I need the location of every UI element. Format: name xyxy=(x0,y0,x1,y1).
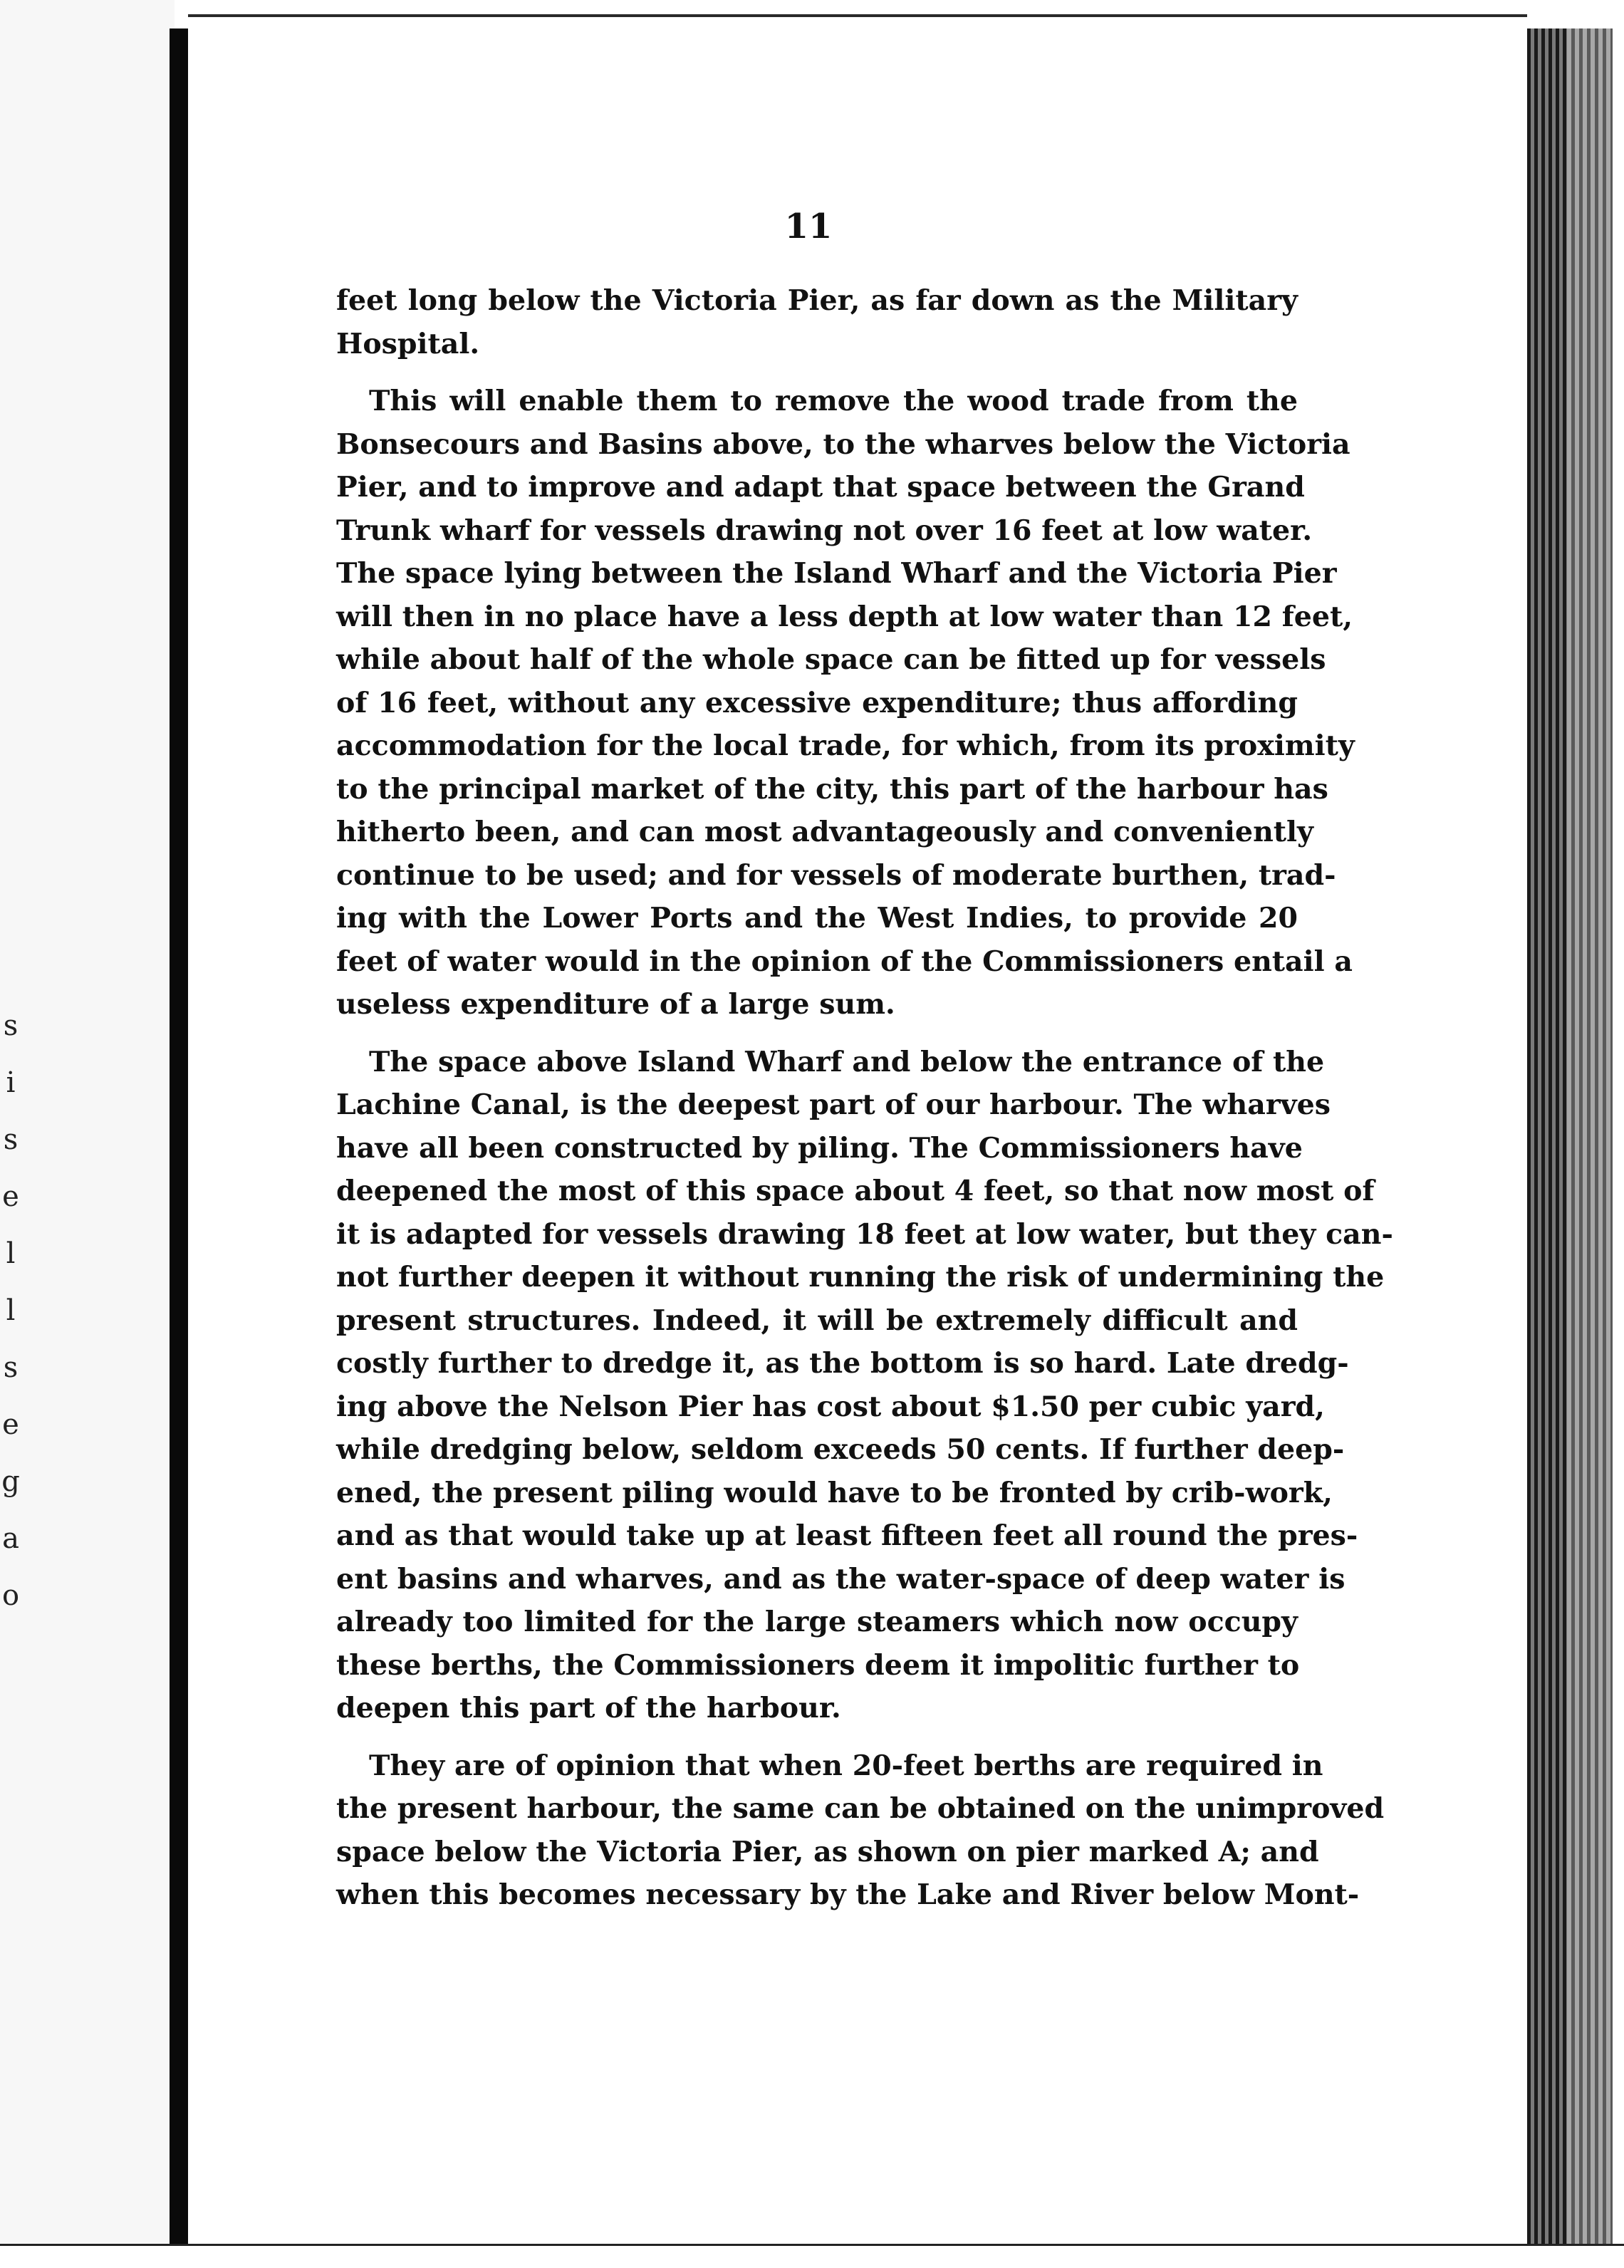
paragraph-gap xyxy=(336,1730,1298,1744)
text-line: accommodation for the local trade, for which, from its proximity xyxy=(336,729,1355,762)
text-line: space below the Victoria Pier, as shown on pier marked A; and xyxy=(336,1835,1319,1868)
page-number: 11 xyxy=(784,207,833,246)
fragment-letter: i xyxy=(6,1066,16,1099)
text-line: Pier, and to improve and adapt that space between the Grand xyxy=(336,471,1305,504)
text-line: the present harbour, the same can be obtained on the unimproved xyxy=(336,1792,1385,1825)
text-line: The space above Island Wharf and below the entrance of the xyxy=(369,1045,1325,1078)
text-line: Bonsecours and Basins above, to the wharves below the Victoria xyxy=(336,427,1350,461)
text-line: not further deepen it without running the risk of undermining the xyxy=(336,1261,1385,1294)
text-line: costly further to dredge it, as the bottom is so hard. Late dredg- xyxy=(336,1347,1349,1380)
fragment-letter: l xyxy=(6,1237,16,1270)
text-line: these berths, the Commissioners deem it impolitic further to xyxy=(336,1648,1300,1682)
text-line: present structures. Indeed, it will be extremely difficult and xyxy=(336,1304,1298,1337)
text-line: useless expenditure of a large sum. xyxy=(336,988,895,1021)
facing-page-fragments xyxy=(0,997,21,1994)
text-line: Hospital. xyxy=(336,327,480,360)
text-line: while dredging below, seldom exceeds 50 cents. If further deep- xyxy=(336,1433,1345,1466)
text-line: hitherto been, and can most advantageously and conveniently xyxy=(336,816,1313,848)
paragraph xyxy=(336,1744,1385,1917)
text-line: and as that would take up at least fifteen feet all round the pres- xyxy=(336,1519,1358,1552)
text-line: deepen this part of the harbour. xyxy=(336,1692,841,1725)
text-line: deepened the most of this space about 4 feet, so that now most of xyxy=(336,1175,1375,1207)
fragment-letter: s xyxy=(3,1009,19,1042)
text-line: to the principal market of the city, this part of the harbour has xyxy=(336,772,1328,806)
text-line: it is adapted for vessels drawing 18 feet at low water, but they can- xyxy=(336,1217,1393,1251)
text-line: feet long below the Victoria Pier, as far down as the Military xyxy=(336,284,1298,317)
text-line: continue to be used; and for vessels of moderate burthen, trad- xyxy=(336,858,1336,892)
fragment-letter: l xyxy=(6,1294,16,1327)
fragment-letter: o xyxy=(1,1579,20,1612)
text-line: ened, the present piling would have to be fronted by crib-work, xyxy=(336,1476,1333,1509)
fragment-letter: g xyxy=(1,1465,20,1498)
text-line: ing above the Nelson Pier has cost about $1.50 per cubic yard, xyxy=(336,1390,1325,1423)
fragment-letter: s xyxy=(3,1351,19,1384)
text-line: ent basins and wharves, and as the water-space of deep water is xyxy=(336,1562,1345,1596)
paragraph-gap xyxy=(336,365,1298,380)
text-line: They are of opinion that when 20-feet berths are required in xyxy=(369,1749,1323,1782)
text-line: Lachine Canal, is the deepest part of our harbour. The wharves xyxy=(336,1088,1331,1121)
text-line: have all been constructed by piling. The Commissioners have xyxy=(336,1131,1303,1165)
fragment-letter: e xyxy=(2,1180,19,1213)
fragment-letter: a xyxy=(2,1522,19,1555)
paragraph xyxy=(336,279,1298,365)
fragment-letter: e xyxy=(2,1408,19,1441)
paragraph xyxy=(336,1041,1393,1730)
text-line: will then in no place have a less depth at low water than 12 feet, xyxy=(336,600,1353,633)
text-line: when this becomes necessary by the Lake and River below Mont- xyxy=(336,1878,1360,1911)
page-edges-light xyxy=(1567,28,1613,2251)
text-line: already too limited for the large steamers which now occupy xyxy=(336,1606,1298,1638)
paragraph xyxy=(336,380,1355,1026)
bottom-page-edge xyxy=(0,2244,1624,2268)
binding-shadow xyxy=(170,28,188,2244)
text-line: Trunk wharf for vessels drawing not over 16 feet at low water. xyxy=(336,514,1313,547)
body-text xyxy=(336,279,1393,1917)
text-line: of 16 feet, without any excessive expenditure; thus affording xyxy=(336,686,1298,719)
left-gutter xyxy=(0,0,175,2268)
text-line: The space lying between the Island Wharf and the Victoria Pier xyxy=(336,557,1337,590)
text-line: feet of water would in the opinion of the Commissioners entail a xyxy=(336,945,1353,978)
fragment-letter: s xyxy=(3,1123,19,1156)
text-line: ing with the Lower Ports and the West Indies, to provide 20 xyxy=(336,902,1298,935)
text-line: while about half of the whole space can be fitted up for vessels xyxy=(336,643,1326,676)
text-line: This will enable them to remove the wood trade from the xyxy=(369,385,1298,417)
paragraph-gap xyxy=(336,1026,1298,1041)
